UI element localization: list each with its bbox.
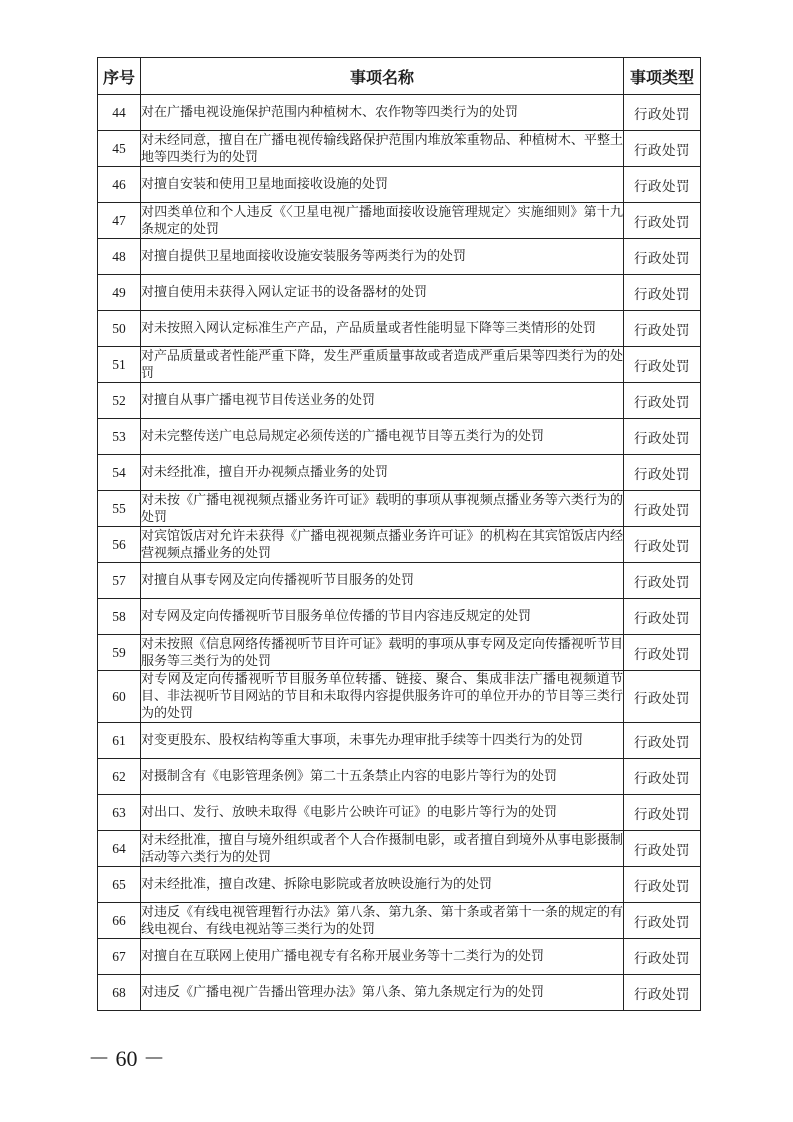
item-type: 行政处罚 bbox=[624, 491, 701, 527]
item-name: 对四类单位和个人违反《〈卫星电视广播地面接收设施管理规定〉实施细则》第十九条规定的处罚 bbox=[141, 204, 623, 237]
table-row bbox=[98, 275, 701, 311]
table-row bbox=[98, 671, 701, 723]
table-row bbox=[98, 383, 701, 419]
item-name: 对擅自提供卫星地面接收设施安装服务等两类行为的处罚 bbox=[141, 239, 624, 275]
item-type: 行政处罚 bbox=[624, 383, 701, 419]
item-type: 行政处罚 bbox=[624, 723, 701, 759]
item-name: 对未经批准，擅自改建、拆除电影院或者放映设施行为的处罚 bbox=[141, 867, 624, 903]
table-row bbox=[98, 311, 701, 347]
item-name: 对摄制含有《电影管理条例》第二十五条禁止内容的电影片等行为的处罚 bbox=[141, 759, 624, 795]
row-number: 61 bbox=[98, 723, 141, 759]
row-number: 63 bbox=[98, 795, 141, 831]
item-type: 行政处罚 bbox=[624, 95, 701, 131]
row-number: 59 bbox=[98, 635, 141, 671]
row-number: 56 bbox=[98, 527, 141, 563]
header-name: 事项名称 bbox=[141, 58, 624, 95]
item-name: 对违反《有线电视管理暂行办法》第八条、第九条、第十条或者第十一条的规定的有线电视台、有线电视站等三类行为的处罚 bbox=[141, 904, 623, 937]
row-number: 58 bbox=[98, 599, 141, 635]
row-number: 65 bbox=[98, 867, 141, 903]
item-name: 对未完整传送广电总局规定必须传送的广播电视节目等五类行为的处罚 bbox=[141, 419, 624, 455]
item-type: 行政处罚 bbox=[624, 239, 701, 275]
item-type: 行政处罚 bbox=[624, 311, 701, 347]
item-type: 行政处罚 bbox=[624, 347, 701, 383]
row-number: 52 bbox=[98, 383, 141, 419]
table-row bbox=[98, 239, 701, 275]
row-number: 60 bbox=[98, 671, 141, 723]
row-number: 53 bbox=[98, 419, 141, 455]
table-row bbox=[98, 903, 701, 939]
items-table bbox=[97, 57, 701, 1011]
item-type: 行政处罚 bbox=[624, 455, 701, 491]
table-row bbox=[98, 867, 701, 903]
item-type: 行政处罚 bbox=[624, 867, 701, 903]
table-row bbox=[98, 203, 701, 239]
table-row bbox=[98, 347, 701, 383]
table-row bbox=[98, 419, 701, 455]
item-name: 对未按照《信息网络传播视听节目许可证》载明的事项从事专网及定向传播视听节目服务等三类行为的处罚 bbox=[141, 636, 623, 669]
table-row bbox=[98, 831, 701, 867]
header-type: 事项类型 bbox=[624, 58, 701, 95]
item-name: 对擅自在互联网上使用广播电视专有名称开展业务等十二类行为的处罚 bbox=[141, 939, 624, 975]
row-number: 57 bbox=[98, 563, 141, 599]
item-name: 对专网及定向传播视听节目服务单位转播、链接、聚合、集成非法广播电视频道节目、非法视听节目网站的节目和未取得内容提供服务许可的单位开办的节目等三类行为的处罚 bbox=[141, 672, 623, 721]
row-number: 44 bbox=[98, 95, 141, 131]
item-type: 行政处罚 bbox=[624, 419, 701, 455]
row-number: 51 bbox=[98, 347, 141, 383]
item-name: 对擅自从事广播电视节目传送业务的处罚 bbox=[141, 383, 624, 419]
table-header-row bbox=[98, 58, 701, 95]
item-name: 对擅自安装和使用卫星地面接收设施的处罚 bbox=[141, 167, 624, 203]
table-row bbox=[98, 131, 701, 167]
table-row bbox=[98, 975, 701, 1011]
table-row bbox=[98, 491, 701, 527]
row-number: 47 bbox=[98, 203, 141, 239]
page-number: － 60 － bbox=[88, 1046, 166, 1071]
item-name: 对未经同意，擅自在广播电视传输线路保护范围内堆放笨重物品、种植树木、平整土地等四类行为的处罚 bbox=[141, 132, 623, 165]
table-body bbox=[98, 95, 701, 1011]
row-number: 66 bbox=[98, 903, 141, 939]
table-row bbox=[98, 455, 701, 491]
item-name: 对宾馆饭店对允许未获得《广播电视视频点播业务许可证》的机构在其宾馆饭店内经营视频点播业务的处罚 bbox=[141, 528, 623, 561]
row-number: 55 bbox=[98, 491, 141, 527]
row-number: 64 bbox=[98, 831, 141, 867]
row-number: 68 bbox=[98, 975, 141, 1011]
item-type: 行政处罚 bbox=[624, 635, 701, 671]
table-row bbox=[98, 635, 701, 671]
table-row bbox=[98, 95, 701, 131]
item-name: 对未按《广播电视视频点播业务许可证》载明的事项从事视频点播业务等六类行为的处罚 bbox=[141, 492, 623, 525]
item-name: 对变更股东、股权结构等重大事项，未事先办理审批手续等十四类行为的处罚 bbox=[141, 723, 624, 759]
table-row bbox=[98, 939, 701, 975]
item-name: 对未经批准，擅自与境外组织或者个人合作摄制电影，或者擅自到境外从事电影摄制活动等六类行为的处罚 bbox=[141, 832, 623, 865]
table-row bbox=[98, 759, 701, 795]
item-type: 行政处罚 bbox=[624, 831, 701, 867]
row-number: 62 bbox=[98, 759, 141, 795]
row-number: 45 bbox=[98, 131, 141, 167]
item-name: 对未经批准，擅自开办视频点播业务的处罚 bbox=[141, 455, 624, 491]
item-type: 行政处罚 bbox=[624, 975, 701, 1011]
item-type: 行政处罚 bbox=[624, 795, 701, 831]
row-number: 50 bbox=[98, 311, 141, 347]
item-name: 对产品质量或者性能严重下降，发生严重质量事故或者造成严重后果等四类行为的处罚 bbox=[141, 348, 623, 381]
item-type: 行政处罚 bbox=[624, 903, 701, 939]
table-row bbox=[98, 527, 701, 563]
item-type: 行政处罚 bbox=[624, 527, 701, 563]
table-row bbox=[98, 795, 701, 831]
table-row bbox=[98, 723, 701, 759]
item-name: 对未按照入网认定标准生产产品，产品质量或者性能明显下降等三类情形的处罚 bbox=[141, 311, 624, 347]
item-type: 行政处罚 bbox=[624, 275, 701, 311]
table-row bbox=[98, 563, 701, 599]
row-number: 54 bbox=[98, 455, 141, 491]
item-type: 行政处罚 bbox=[624, 131, 701, 167]
row-number: 46 bbox=[98, 167, 141, 203]
item-type: 行政处罚 bbox=[624, 671, 701, 723]
table-row bbox=[98, 167, 701, 203]
row-number: 67 bbox=[98, 939, 141, 975]
item-type: 行政处罚 bbox=[624, 167, 701, 203]
item-name: 对违反《广播电视广告播出管理办法》第八条、第九条规定行为的处罚 bbox=[141, 975, 624, 1011]
item-type: 行政处罚 bbox=[624, 563, 701, 599]
item-type: 行政处罚 bbox=[624, 203, 701, 239]
header-no: 序号 bbox=[98, 58, 141, 95]
item-type: 行政处罚 bbox=[624, 759, 701, 795]
item-name: 对擅自使用未获得入网认定证书的设备器材的处罚 bbox=[141, 275, 624, 311]
item-name: 对专网及定向传播视听节目服务单位传播的节目内容违反规定的处罚 bbox=[141, 599, 624, 635]
row-number: 48 bbox=[98, 239, 141, 275]
row-number: 49 bbox=[98, 275, 141, 311]
item-type: 行政处罚 bbox=[624, 939, 701, 975]
item-name: 对出口、发行、放映未取得《电影片公映许可证》的电影片等行为的处罚 bbox=[141, 795, 624, 831]
item-name: 对在广播电视设施保护范围内种植树木、农作物等四类行为的处罚 bbox=[141, 95, 624, 131]
item-name: 对擅自从事专网及定向传播视听节目服务的处罚 bbox=[141, 563, 624, 599]
item-type: 行政处罚 bbox=[624, 599, 701, 635]
table-row bbox=[98, 599, 701, 635]
